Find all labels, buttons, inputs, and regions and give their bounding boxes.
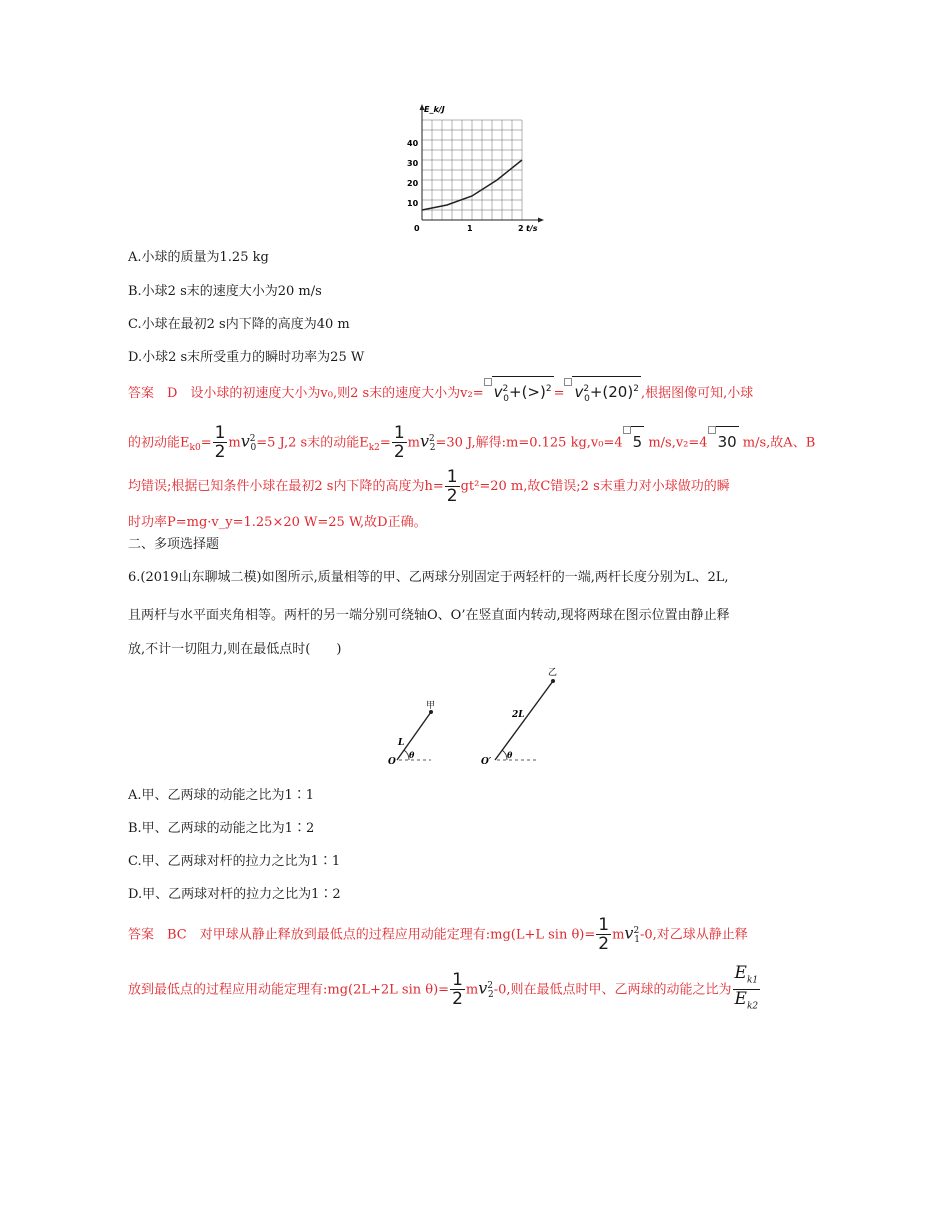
ball-yi [551,679,555,683]
y-tick: 30 [407,159,419,168]
label-theta-2: θ [507,750,513,760]
y-tick: 10 [407,199,419,208]
label-l: L [398,738,405,748]
rods-figure [385,660,565,772]
answer-line-3: 均错误;根据已知条件小球在最初2 s内下降的高度为h= $\frac{1}{2}$ gt²=20 m,故C错误;2 s末重力对小球做功的瞬 [128,467,730,506]
label-yi: 乙 [548,668,558,678]
label-2l: 2L [512,710,525,720]
answer-line-4: 时功率P=mg·v_y=1.25×20 W=25 W,故D正确。 [128,515,427,530]
option-c: C.甲、乙两球对杆的拉力之比为1∶1 [128,854,341,869]
section-title: 二、多项选择题 [128,537,220,552]
label-o: O [388,757,396,767]
y-tick: 20 [407,179,419,188]
rod-2l [495,681,553,760]
question-6-line-3: 放,不计一切阻力,则在最低点时( ) [128,642,342,657]
question-6-line-1: 6.(2019山东聊城二模)如图所示,质量相等的甲、乙两球分别固定于两轻杆的一端,两杆长度分别为L、2L, [128,570,729,585]
x-tick: 0 [414,224,420,233]
x-tick: 2 [518,224,524,233]
answer-6-line-1: 答案 BC 对甲球从静止释放到最低点的过程应用动能定理有:mg(L+L sin θ)= $\frac{1}{2}$ $mv^2_1-0$,对乙球从静止释 [128,915,748,955]
option-b: B.甲、乙两球的动能之比为1∶2 [128,821,315,836]
option-c: C.小球在最初2 s内下降的高度为40 m [128,317,350,332]
question-6-line-2: 且两杆与水平面夹角相等。两杆的另一端分别可绕轴O、O’在竖直面内转动,现将两球在图示位置由静止释 [128,608,730,623]
answer-line-1: 答案 D 设小球的初速度大小为v₀,则2 s末的速度大小为$v_2= v^2_0+(>)^2 = v^2_0+(20)^2$ ,根据图像可知,小球 [128,376,753,411]
answer-line-2: 的初动能$E_{k0}=$ $\frac{1}{2}$ $mv^2_0=5$ J,2 s末的动能$E_{k2}=$ $\frac{1}{2}$ $mv^2_2=30$ J,解得:m=0.125 kg,v₀=4 5 m/s,v₂=4 30 m/s,故A、B [128,423,816,463]
option-d: D.甲、乙两球对杆的拉力之比为1∶2 [128,887,341,902]
label-theta-1: θ [409,750,415,760]
label-jia: 甲 [426,701,436,711]
option-a: A.甲、乙两球的动能之比为1∶1 [128,788,315,803]
y-axis-label: E_k/J [424,105,445,114]
option-a: A.小球的质量为1.25 kg [128,250,269,265]
option-d: D.小球2 s末所受重力的瞬时功率为25 W [128,350,365,365]
y-tick: 40 [407,139,419,148]
option-b: B.小球2 s末的速度大小为20 m/s [128,284,322,299]
kinetic-energy-graph [400,100,550,235]
answer-6-line-2: 放到最低点的过程应用动能定理有:mg(2L+2L sin θ)= $\frac{1}{2}$ $mv^2_2-0$,则在最低点时甲、乙两球的动能之比为 $\frac{E_{k1}}{E_{k2}}$ [128,963,759,1012]
label-o-prime: O′ [481,757,492,767]
x-tick: 1 [467,224,473,233]
x-axis-label: t/s [526,224,538,233]
